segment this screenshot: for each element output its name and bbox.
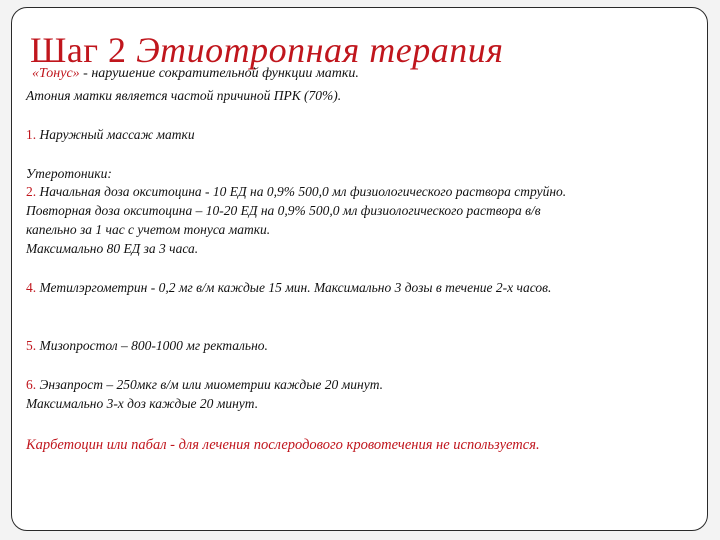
- carbetocin-note: Карбетоцин или пабал - для лечения послеродового кровотечения не используется.: [26, 437, 540, 453]
- item-misoprostol: [26, 337, 268, 355]
- tonus-definition: [32, 66, 359, 82]
- uterotonics-heading: Утеротоники:: [26, 166, 112, 181]
- oxytocin-max-line: Максимально 80 ЕД за 3 часа.: [26, 241, 199, 256]
- tonus-quote: «Тонус»: [32, 66, 80, 81]
- item-number: 4.: [26, 280, 37, 295]
- item-number: 2.: [26, 184, 37, 199]
- item-enzaprost: [26, 376, 383, 394]
- item-methylergometrine: [26, 279, 551, 297]
- item-text: Мизопростол – 800-1000 мг ректально.: [36, 338, 268, 353]
- item-massage: [26, 126, 195, 144]
- title-step: Шаг 2: [30, 30, 127, 70]
- enzaprost-max-line: Максимально 3-х доз каждые 20 минут.: [26, 396, 259, 411]
- item-number: 6.: [26, 377, 37, 392]
- item-text: Наружный массаж матки: [36, 127, 195, 142]
- item-oxytocin-initial: [26, 183, 566, 201]
- item-text: Метилэргометрин - 0,2 мг в/м каждые 15 мин. Максимально 3 дозы в течение 2-х часов.: [36, 280, 552, 295]
- title-main: Этиотропная терапия: [136, 30, 504, 70]
- item-number: 1.: [26, 127, 37, 142]
- slide-title: [30, 30, 503, 70]
- oxytocin-drip-line: капельно за 1 час с учетом тонуса матки.: [26, 222, 271, 237]
- atony-line: Атония матки является частой причиной ПРК (70%).: [26, 88, 342, 103]
- item-number: 5.: [26, 338, 37, 353]
- oxytocin-repeat-line: Повторная доза окситоцина – 10-20 ЕД на 0,9% 500,0 мл физиологического раствора в/в: [26, 203, 541, 218]
- item-text: Начальная доза окситоцина - 10 ЕД на 0,9% 500,0 мл физиологического раствора струйно.: [36, 184, 567, 199]
- tonus-description: - нарушение сократительной функции матки.: [79, 66, 359, 81]
- item-text: Энзапрост – 250мкг в/м или миометрии каждые 20 минут.: [36, 377, 383, 392]
